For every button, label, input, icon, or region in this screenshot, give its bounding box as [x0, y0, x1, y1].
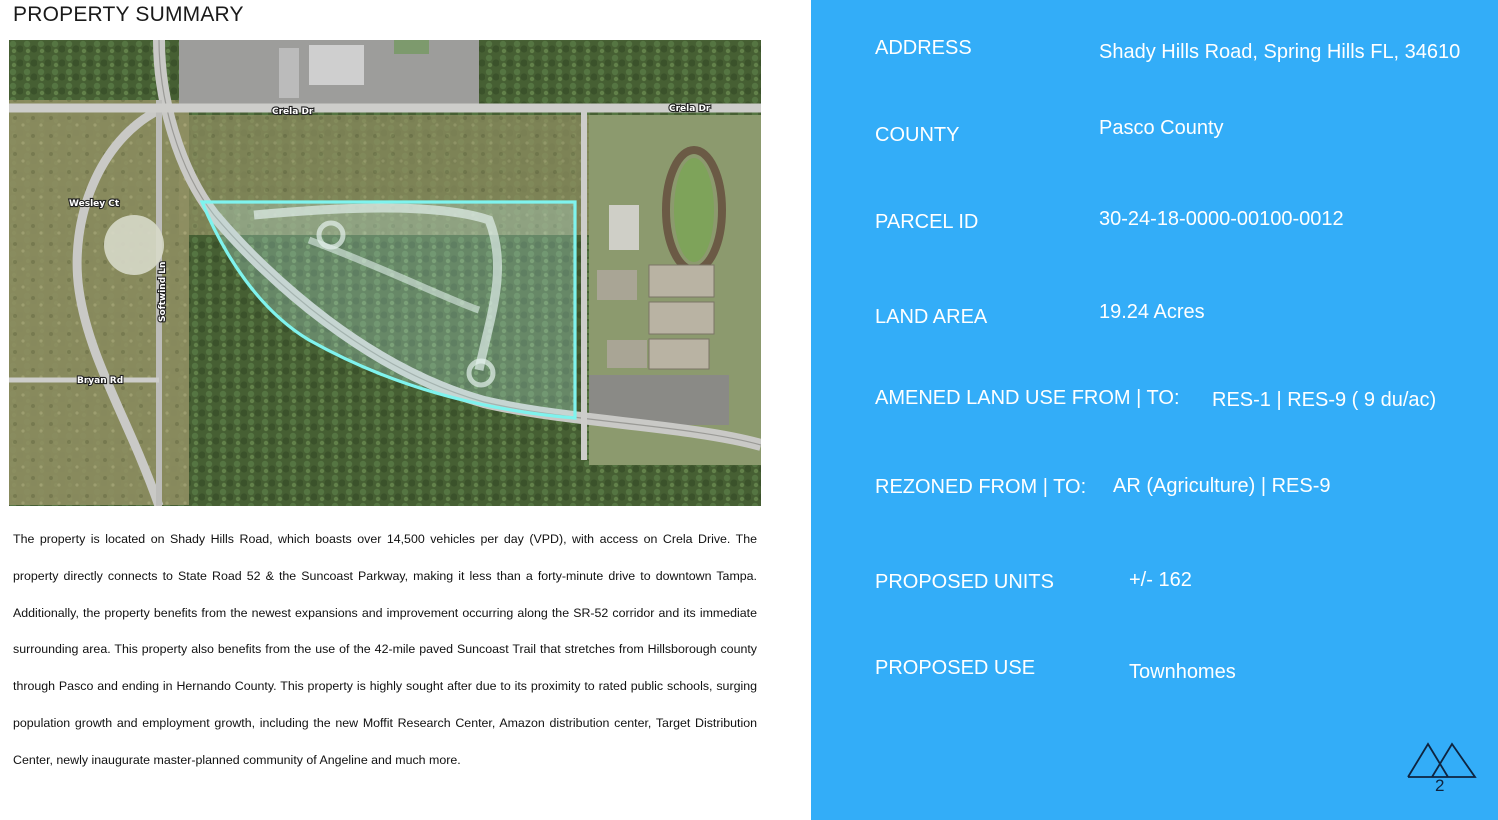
county-value: Pasco County — [1099, 117, 1224, 139]
road-label-softwind: Softwind Ln — [158, 261, 168, 322]
land-area-value: 19.24 Acres — [1099, 301, 1205, 323]
county-label: COUNTY — [875, 124, 960, 146]
proposed-units-label: PROPOSED UNITS — [875, 571, 1054, 593]
road-label-bryan: Bryan Rd — [77, 376, 124, 386]
road-label-crela-2: Crela Dr — [669, 104, 711, 114]
summary-panel — [811, 0, 1498, 820]
address-value: Shady Hills Road, Spring Hills FL, 34610 — [1099, 41, 1461, 63]
aerial-map — [9, 40, 761, 506]
proposed-use-value: Townhomes — [1129, 661, 1236, 683]
road-label-crela-1: Crela Dr — [272, 107, 314, 117]
land-use-label: AMENED LAND USE FROM | TO: — [875, 387, 1180, 409]
land-area-label: LAND AREA — [875, 306, 988, 328]
rezoned-value: AR (Agriculture) | RES-9 — [1113, 475, 1331, 497]
proposed-use-label: PROPOSED USE — [875, 657, 1036, 679]
aerial-map-image — [9, 40, 761, 506]
page-number: 2 — [1435, 776, 1445, 795]
property-description: The property is located on Shady Hills Road, which boasts over 14,500 vehicles per day (VPD), with access on Crela Drive. The property directly connects to State Road 52 & the Suncoast Parkway, making it less than a forty-minute drive to downtown Tampa. Additionally, the property benefits from the newest expansions and improvement occurring along the SR-52 corridor and its immediate surrounding area. This property also benefits from the use of the 42-mile paved Suncoast Trail that stretches from Hillsborough county through Pasco and ending in Hernando County. This property is highly sought after due to its proximity to rated public schools, surging population growth and employment growth, including the new Moffit Research Center, Amazon distribution center, Target Distribution Center, newly inaugurate master-planned community of Angeline and much more. — [13, 532, 757, 767]
address-label: ADDRESS — [875, 37, 972, 59]
rezoned-label: REZONED FROM | TO: — [875, 476, 1087, 498]
parcel-id-value: 30-24-18-0000-00100-0012 — [1099, 208, 1344, 230]
road-label-wesley: Wesley Ct — [69, 199, 120, 209]
land-use-value: RES-1 | RES-9 ( 9 du/ac) — [1212, 389, 1437, 411]
proposed-units-value: +/- 162 — [1129, 569, 1192, 591]
parcel-id-label: PARCEL ID — [875, 211, 979, 233]
page-title: PROPERTY SUMMARY — [13, 3, 244, 26]
